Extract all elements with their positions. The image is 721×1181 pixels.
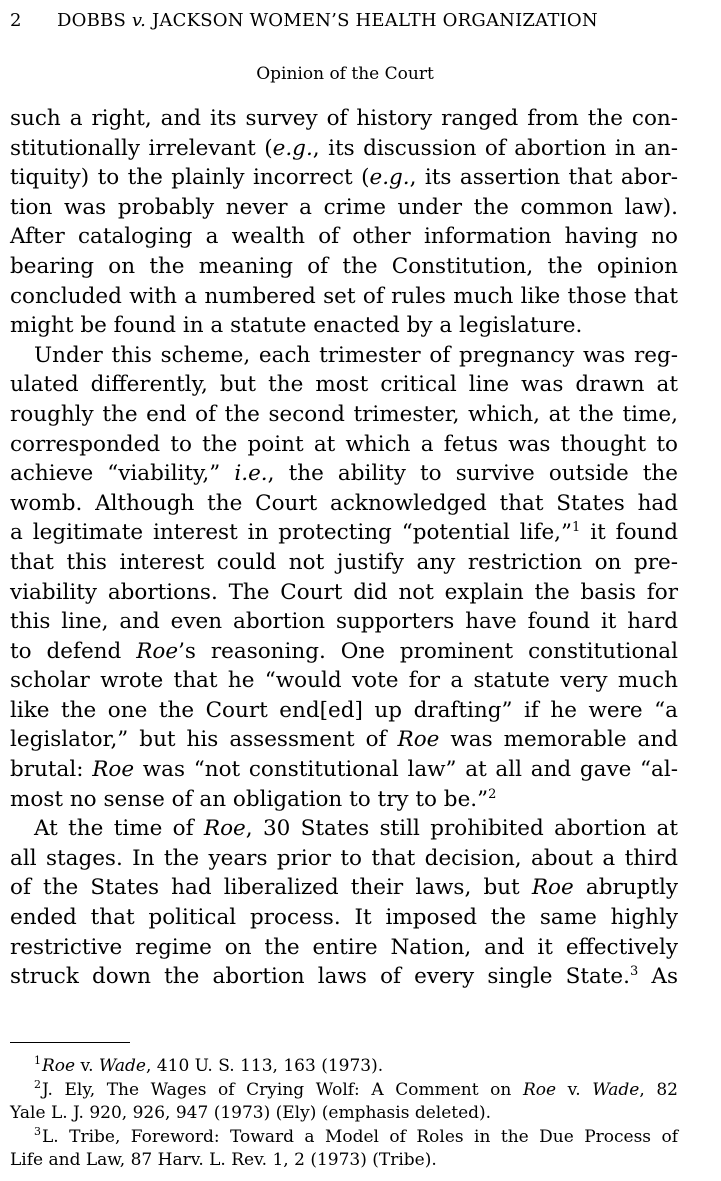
case-caption-versus: v. <box>131 10 147 31</box>
body-line: corresponded to the point at which a fetus was thought to <box>10 431 678 457</box>
body-line: ulated differently, but the most critical line was drawn at <box>10 372 678 398</box>
body-line: roughly the end of the second trimester, which, at the time, <box>10 401 678 427</box>
footnote-3: $^3$L. Tribe, Foreword: Toward a Model of Roles in the Due Process of <box>34 1124 678 1147</box>
body-line: most no sense of an obligation to try to be.”$^2$ <box>10 786 497 812</box>
body-line: like the one the Court end[ed] up drafting” if he were “a <box>10 697 678 723</box>
case-caption-respondent: JACKSON WOMEN’S HEALTH ORGANIZATION <box>146 10 598 31</box>
body-line: Under this scheme, each trimester of pregnancy was reg- <box>34 342 678 368</box>
footnote-ref-2: 2 <box>488 786 497 802</box>
body-line: tion was probably never a crime under the common law). <box>10 194 678 220</box>
body-line: stitutionally irrelevant (e.g., its discussion of abortion in an- <box>10 135 678 161</box>
body-line: viability abortions. The Court did not explain the basis for <box>10 579 678 605</box>
body-line: At the time of Roe, 30 States still prohibited abortion at <box>34 816 678 842</box>
body-line: brutal: Roe was “not constitutional law” at all and gave “al- <box>10 757 678 783</box>
case-caption-petitioner: DOBBS <box>57 10 132 31</box>
body-line: to defend Roe’s reasoning. One prominent constitutional <box>10 638 678 664</box>
body-line: struck down the abortion laws of every single State.$^3$ As <box>10 964 678 990</box>
body-line: such a right, and its survey of history ranged from the con- <box>10 106 678 131</box>
body-line: scholar wrote that he “would vote for a statute very much <box>10 668 678 694</box>
case-caption <box>57 10 598 31</box>
opinion-label: Opinion of the Court <box>256 64 434 84</box>
footnotes <box>10 1055 678 1173</box>
body-line: concluded with a numbered set of rules much like those that <box>10 283 678 309</box>
body-line: legislator,” but his assessment of Roe was memorable and <box>10 727 678 753</box>
footnote-2-continued: Yale L. J. 920, 926, 947 (1973) (Ely) (emphasis deleted). <box>10 1103 492 1123</box>
body-line: restrictive regime on the entire Nation, and it effectively <box>10 934 678 960</box>
body-line: of the States had liberalized their laws, but Roe abruptly <box>10 875 679 901</box>
body-line: that this interest could not justify any restriction on pre- <box>10 549 678 575</box>
body-line: all stages. In the years prior to that decision, about a third <box>10 845 678 871</box>
body-line: achieve “viability,” i.e., the ability to survive outside the <box>10 461 679 487</box>
page-number: 2 <box>10 10 22 31</box>
body-line: this line, and even abortion supporters have found it hard <box>10 609 678 635</box>
footnote-ref-3: 3 <box>629 964 639 980</box>
body-line: ended that political process. It imposed the same highly <box>10 905 678 931</box>
footnote-ref-1: 1 <box>572 520 581 536</box>
body-line: tiquity) to the plainly incorrect (e.g., its assertion that abor- <box>10 165 678 191</box>
body-line: might be found in a statute enacted by a legislature. <box>10 313 583 339</box>
footnote-3-continued: Life and Law, 87 Harv. L. Rev. 1, 2 (1973) (Tribe). <box>10 1150 437 1170</box>
footnote-separator <box>10 1042 130 1043</box>
body-line: womb. Although the Court acknowledged that States had <box>10 490 678 516</box>
footnote-2: $^2$J. Ely, The Wages of Crying Wolf: A Comment on Roe v. Wade, 82 <box>34 1077 678 1100</box>
body-line: a legitimate interest in protecting “potential life,”$^1$ it found <box>10 520 678 546</box>
body-line: After cataloging a wealth of other information having no <box>10 224 678 250</box>
footnote-1: $^1$Roe v. Wade, 410 U. S. 113, 163 (1973). <box>34 1054 384 1076</box>
opinion-body <box>10 104 678 992</box>
running-head <box>10 10 700 36</box>
body-line: bearing on the meaning of the Constitution, the opinion <box>10 253 678 279</box>
